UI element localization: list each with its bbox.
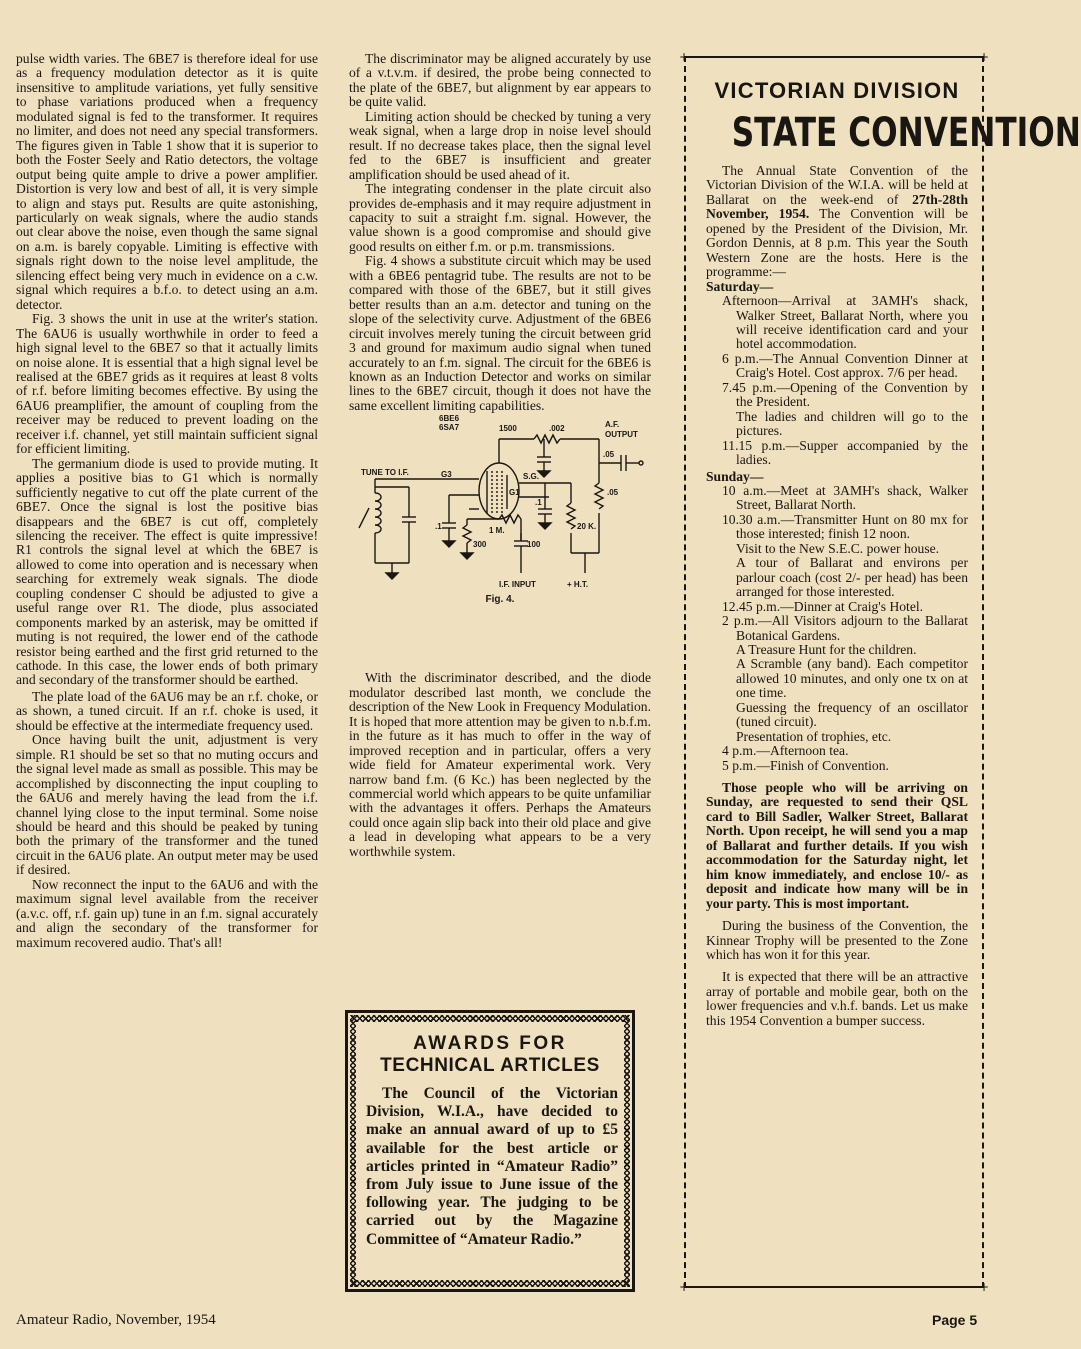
programme-item: The ladies and children will go to the pictures. <box>736 408 968 439</box>
paragraph: Now reconnect the input to the 6AU6 and with the maximum signal level available from the receiver (a.v.c. off, r.f. gain up) tune in an f.m. signal accurately and align the secondary of the transformer for maximum recovered audio. That's all! <box>16 876 318 950</box>
programme-item: 11.15 p.m.—Supper accompanied by the ladies. <box>722 437 968 468</box>
intro-text: The Convention will be opened by the President of the Division, Mr. Gordon Dennis, at 8 p.m. This year the South Western Zone are the hosts. Here is the programme:— <box>706 206 968 280</box>
footer-page-number: Page 5 <box>932 1312 978 1328</box>
figure-4-circuit <box>349 413 651 671</box>
label-c1a: .1 <box>535 498 542 508</box>
programme-item: Guessing the frequency of an oscillator (tuned circuit). <box>736 699 968 730</box>
label-r1m: 1 M. <box>489 526 505 536</box>
paragraph: The discriminator may be aligned accurately by use of a v.t.v.m. if desired, the probe being connected to the plate of the 6BE7, but alignment by ear appears to be quite valid. <box>349 51 651 110</box>
convention-big-title: STATE CONVENTION <box>731 110 1081 156</box>
circuit-diagram <box>349 413 651 599</box>
paragraph: The integrating condenser in the plate circuit also provides de-emphasis and it may require adjustment in capacity to suit a straight f.m. signal. However, the value shown is a good compromise and should give good results on either f.m. or p.m. transmissions. <box>349 181 651 254</box>
label-r20k: 20 K. <box>577 522 597 532</box>
label-if-input: I.F. INPUT <box>499 580 536 590</box>
label-c05b: .05 <box>607 488 619 498</box>
corner-cross-icon: + <box>978 50 989 64</box>
programme-item: 10.30 a.m.—Transmitter Hunt on 80 mx for those interested; finish 12 noon. <box>722 511 968 542</box>
label-r-plate: 1500 <box>499 424 517 434</box>
closing-paragraph: It is expected that there will be an attractive array of portable and mobile gear, both on the lower frequencies and v.h.f. bands. Let us make this 1954 Convention a bumper success. <box>706 969 968 1028</box>
label-sg: S.G. <box>523 472 540 482</box>
paragraph: With the discriminator described, and the diode modulator described last month, we conclude the description of the New Look in Frequency Modulation. It is hoped that more attention may be given to n.b.f.m. in the future as it has much to offer in the way of improved reception and in particular, offers a very wide field for Amateur experimental work. Very narrow band f.m. (6 Kc.) has been neglected by the commercial world which appears to be quite unfamiliar with the advantages it offers. Perhaps the Amateurs could once again slip back into their old place and give a lead in developing what appears to be a very worthwhile system. <box>349 670 651 859</box>
label-g1: G1 <box>509 488 520 498</box>
paragraph: Once having built the unit, adjustment is very simple. R1 should be set so that no muting occurs and the signal level made as small as possible. This may be accomplished by disconnecting the input coupling to the 6AU6 and merely having the lead from the i.f. channel lying close to the input terminal. Some noise should be heard and this should be peaked by tuning both the primary of the transformer and the tuned circuit in the 6AU6 plate. An output meter may be used if desired. <box>16 732 318 878</box>
awards-title-line1: AWARDS FOR <box>413 1033 567 1054</box>
intro-text: The Annual State Convention of the Victorian Division of the W.I.A. will be held at Ballarat on the week-end of <box>706 163 968 207</box>
programme-item: A Scramble (any band). Each competitor allowed 10 minutes, and only one tx on at one time. <box>736 656 968 701</box>
programme-item: 4 p.m.—Afternoon tea. <box>722 743 849 759</box>
programme-item: Visit to the New S.E.C. power house. <box>736 540 940 556</box>
paragraph: Fig. 4 shows a substitute circuit which may be used with a 6BE6 pentagrid tube. The results are not to be compared with those of the 6BE7, but it still gives better results than an a.m. detector and tuning on the slope of the selectivity curve. Adjustment of the 6BE6 circuit involves merely tuning the circuit between grid 3 and ground for maximum audio signal when tuned accurately to an f.m. signal. The circuit for the 6BE6 is known as an Induction Detector and works on similar lines to the 6BE7 circuit, though it does not have the same excellent limiting capabilities. <box>349 253 651 413</box>
label-g3: G3 <box>441 470 452 480</box>
corner-cross-icon: + <box>679 1280 690 1294</box>
convention-dates: 27th-28th November, 1954. <box>706 191 968 222</box>
border-pattern <box>351 1015 629 1022</box>
programme-item: 7.45 p.m.—Opening of the Convention by the President. <box>722 379 968 410</box>
label-output: OUTPUT <box>605 430 638 440</box>
article-column-1 <box>16 52 318 950</box>
programme-item: A tour of Ballarat and environs per parlour coach (cost 2/- per head) has been arranged for those interested. <box>736 555 968 600</box>
programme-item: Presentation of trophies, etc. <box>736 728 892 744</box>
corner-cross-icon: + <box>679 50 690 64</box>
programme-item: 6 p.m.—The Annual Convention Dinner at Craig's Hotel. Cost approx. 7/6 per head. <box>722 350 968 381</box>
figure-caption: Fig. 4. <box>485 594 515 606</box>
convention-title: VICTORIAN DIVISION <box>714 78 960 103</box>
article-column-2 <box>349 52 651 859</box>
programme-item: A Treasure Hunt for the children. <box>736 641 917 657</box>
saturday-heading: Saturday— <box>706 278 774 294</box>
paragraph: The plate load of the 6AU6 may be an r.f. choke, or as shown, a tuned circuit. If an r.f. choke is used, it should be effective at the intermediate frequency used. <box>16 688 318 733</box>
label-c05a: .05 <box>603 450 615 460</box>
border-pattern <box>350 1015 356 1287</box>
paragraph: pulse width varies. The 6BE7 is therefore ideal for use as a frequency modulation detector as it is quite insensitive to amplitude variations, yet fully sensitive to phase variations produced when a frequency modulated signal is fed to the transformer. It requires no limiter, and does not need any special transformers. The figures given in Table 1 show that it is superior to both the Foster Seely and Ratio detectors, the voltage output being quite ample to drive a power amplifier. Distortion is very low and best of all, it is very simple to align and stays put. Results are quite astonishing, particularly on weak signals, where the audio stands out clear above the noise, even though the same signal on a.m. is barely copyable. Limiting is effective with signals right down to the noise level amplitude, the silencing effect being very much in evidence on a c.w. signal which requires a b.f.o. to detect using an a.m. detector. <box>16 51 318 312</box>
paragraph: Limiting action should be checked by tuning a very weak signal, when a large drop in noise level should result. If no decrease takes place, then the signal level fed to the 6BE7 is insufficient and greater amplification should be used ahead of it. <box>349 108 651 182</box>
paragraph: The germanium diode is used to provide muting. It applies a positive bias to G1 which is normally sufficiently negative to cut off the plate current of the 6BE7. Once the signal is lost the positive bias disappears and the 6BE7 is cut off, completely silencing the receiver. The effect is quite impressive! R1 controls the signal level at which the 6BE7 is allowed to come into operation and is necessary when searching for extremely weak signals. The diode coupling condenser C should be adjusted to give a useful range over R1. The diode, plus associated components marked by an asterisk, may be omitted if muting is not required, the lower end of the cathode resistor being earthed and the first grid returned to the cathode. In this case, the lower ends of both primary and secondary of the transformer should be earthed. <box>16 455 318 688</box>
label-c-out: .002 <box>549 424 565 434</box>
awards-box <box>345 1010 635 1292</box>
sunday-programme <box>706 484 968 773</box>
saturday-programme <box>706 294 968 467</box>
programme-item: 2 p.m.—All Visitors adjourn to the Ballarat Botanical Gardens. <box>722 613 968 643</box>
footer-publication: Amateur Radio, November, 1954 <box>16 1312 216 1328</box>
border-pattern <box>351 1280 629 1287</box>
label-af: A.F. <box>605 420 620 430</box>
border-pattern <box>624 1015 630 1287</box>
label-tune: TUNE TO I.F. <box>361 468 409 478</box>
awards-title-line2: TECHNICAL ARTICLES <box>380 1055 600 1076</box>
label-tube: 6BE6 <box>439 414 460 424</box>
paragraph: Fig. 3 shows the unit in use at the writer's station. The 6AU6 is usually worthwhile in order to feed a high signal level to the 6BE7 so that it actually limits on noise alone. It is essential that a high signal level be realised at the 6BE7 grids as it requires at least 8 volts of r.f. before limiting becomes effective. By using the 6AU6 preamplifier, the amount of coupling from the receiver may be reduced to prevent loading on the receiver i.f. channel, yet still maintain sufficient signal for efficient limiting. <box>16 311 318 457</box>
programme-item: 5 p.m.—Finish of Convention. <box>722 757 889 773</box>
programme-item: 10 a.m.—Meet at 3AMH's shack, Walker Street, Ballarat North. <box>722 482 968 513</box>
label-ht: + H.T. <box>567 580 589 590</box>
convention-box <box>679 50 1081 1294</box>
programme-item: Afternoon—Arrival at 3AMH's shack, Walker Street, Ballarat North, where you will receive identification card and your hotel accommodation. <box>722 293 968 352</box>
arrival-notice: Those people who will be arriving on Sunday, are requested to send their QSL card to Bill Sadler, Walker Street, Ballarat North. Upon receipt, he will send you a map of Ballarat and further details. If you wish accommodation for the Saturday night, let him know immediately, and enclose 10/- as deposit and indicate how many will be in your party. This is most important. <box>706 780 968 911</box>
sunday-heading: Sunday— <box>706 468 764 484</box>
label-tube-alt: 6SA7 <box>439 423 460 433</box>
label-c1b: .1 <box>435 522 442 532</box>
trophy-paragraph: During the business of the Convention, the Kinnear Trophy will be presented to the Zone which has won it for this year. <box>706 918 968 963</box>
label-c100: 100 <box>527 540 541 550</box>
awards-body: The Council of the Victorian Division, W.I.A., have decided to make an annual award of up to £5 available for the best article or articles printed in “Amateur Radio” from July issue to June issue of the following year. The judging to be carried out by the Magazine Committee of “Amateur Radio.” <box>366 1085 618 1248</box>
convention-text <box>706 164 968 1028</box>
convention-intro <box>706 164 968 280</box>
label-r300: 300 <box>473 540 487 550</box>
corner-cross-icon: + <box>978 1280 989 1294</box>
programme-item: 12.45 p.m.—Dinner at Craig's Hotel. <box>722 598 924 614</box>
